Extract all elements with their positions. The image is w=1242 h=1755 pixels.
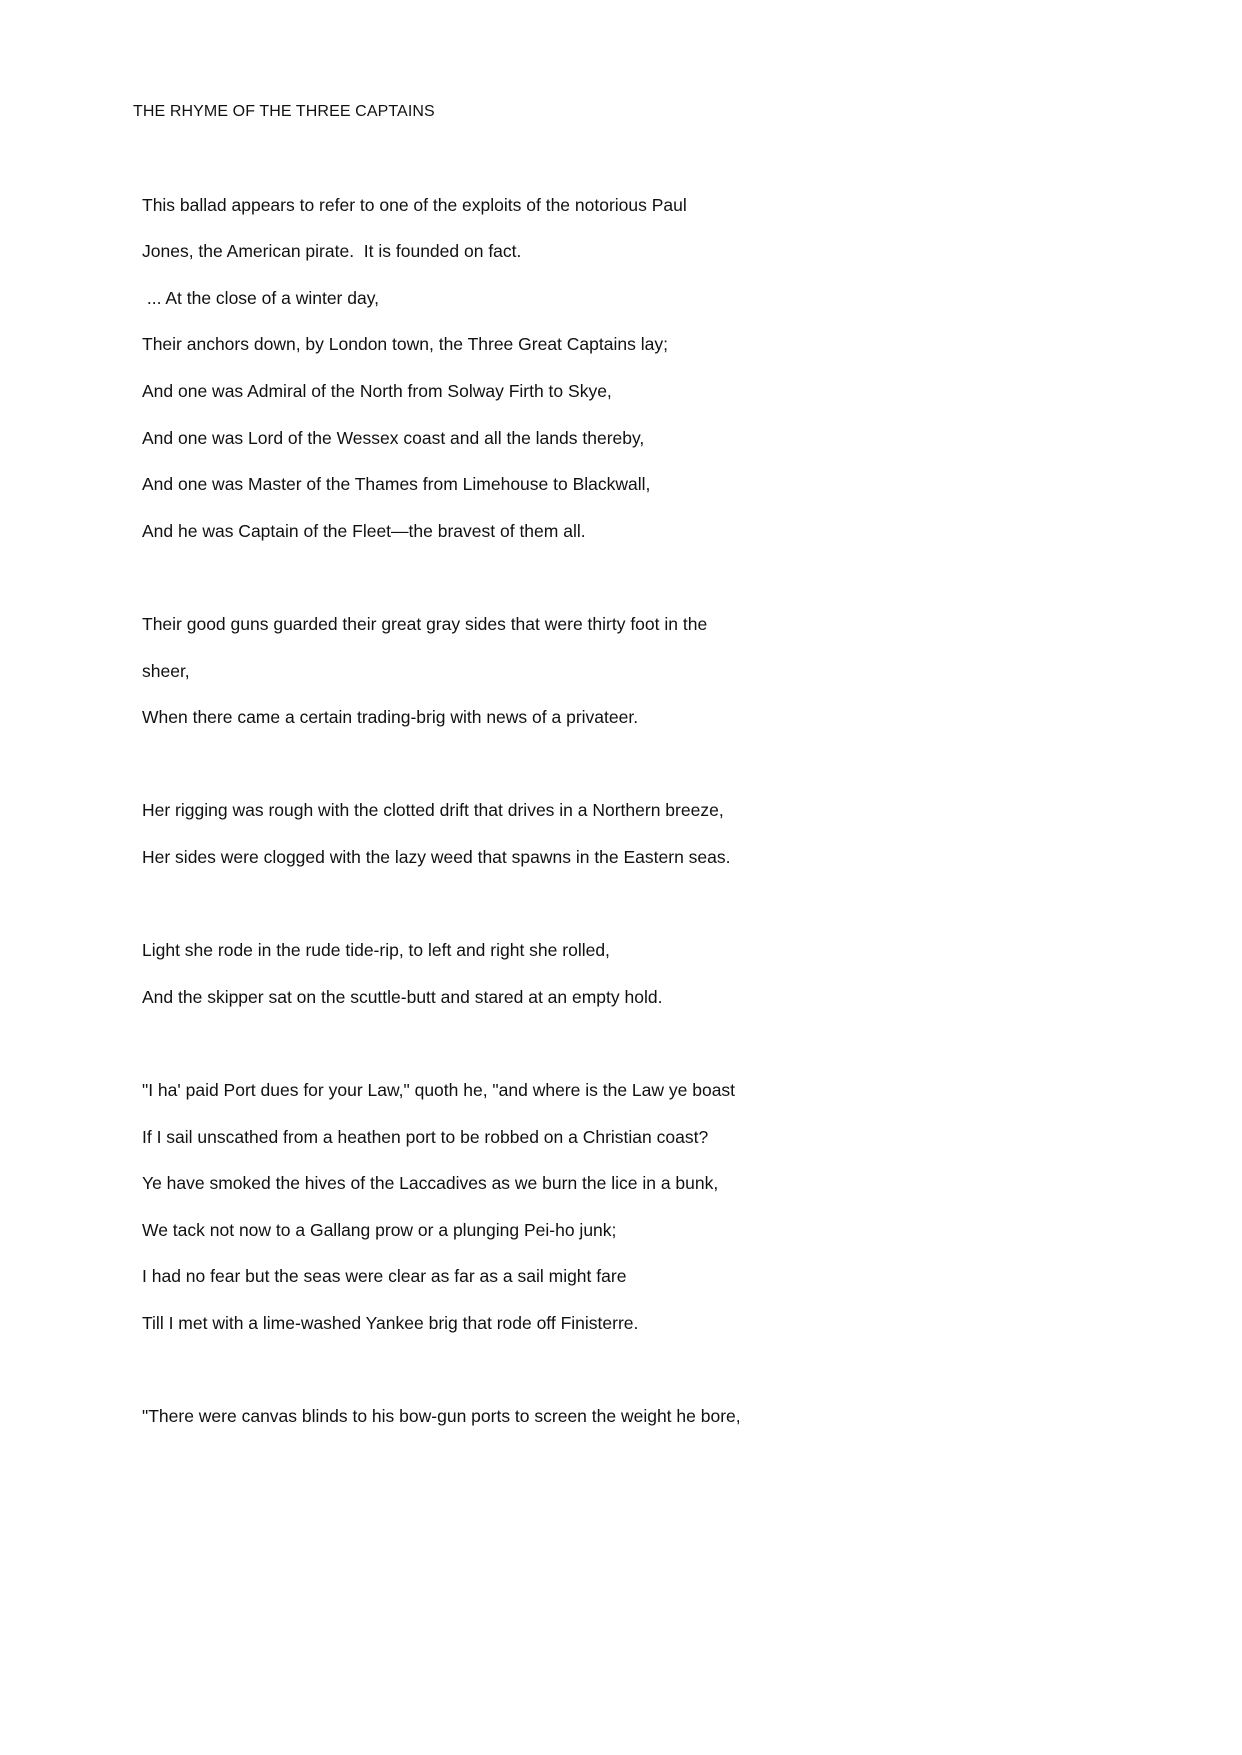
text-line: sheer,: [142, 660, 190, 681]
document-title: THE RHYME OF THE THREE CAPTAINS: [133, 103, 435, 120]
text-line: And one was Lord of the Wessex coast and all the lands thereby,: [142, 427, 645, 448]
text-line: "I ha' paid Port dues for your Law," quoth he, "and where is the Law ye boast: [142, 1079, 736, 1100]
text-line: ... At the close of a winter day,: [142, 287, 380, 308]
text-line: Light she rode in the rude tide-rip, to left and right she rolled,: [142, 940, 610, 961]
text-line: We tack not now to a Gallang prow or a plunging Pei-ho junk;: [142, 1219, 617, 1240]
text-line: Her sides were clogged with the lazy weed that spawns in the Eastern seas.: [142, 847, 731, 867]
text-line: And he was Captain of the Fleet—the bravest of them all.: [142, 520, 586, 541]
stanza-1: [142, 182, 1042, 555]
text-line: Jones, the American pirate. It is founded on fact.: [142, 241, 522, 262]
text-line: When there came a certain trading-brig with news of a privateer.: [142, 707, 639, 728]
stanza-6: [142, 1393, 1042, 1440]
text-line: And one was Admiral of the North from Solway Firth to Skye,: [142, 381, 612, 402]
text-line: "There were canvas blinds to his bow-gun ports to screen the weight he bore,: [142, 1406, 741, 1427]
text-line: Till I met with a lime-washed Yankee brig that rode off Finisterre.: [142, 1312, 639, 1333]
text-line: Ye have smoked the hives of the Laccadives as we burn the lice in a bunk,: [142, 1173, 719, 1194]
stanza-3: [142, 787, 1042, 880]
text-line: Their anchors down, by London town, the Three Great Captains lay;: [142, 334, 668, 355]
text-line: And the skipper sat on the scuttle-butt and stared at an empty hold.: [142, 986, 663, 1007]
ballad-body: [142, 182, 1042, 1487]
stanza-4: [142, 927, 1042, 1020]
text-line: If I sail unscathed from a heathen port to be robbed on a Christian coast?: [142, 1126, 709, 1147]
text-line: I had no fear but the seas were clear as far as a sail might fare: [142, 1266, 627, 1287]
text-line: Her rigging was rough with the clotted drift that drives in a Northern breeze,: [142, 800, 724, 821]
text-line: This ballad appears to refer to one of the exploits of the notorious Paul: [142, 194, 687, 215]
text-line: Their good guns guarded their great gray sides that were thirty foot in the: [142, 614, 708, 635]
stanza-5: [142, 1067, 1042, 1347]
stanza-2: [142, 601, 1042, 741]
text-line: And one was Master of the Thames from Limehouse to Blackwall,: [142, 474, 651, 495]
